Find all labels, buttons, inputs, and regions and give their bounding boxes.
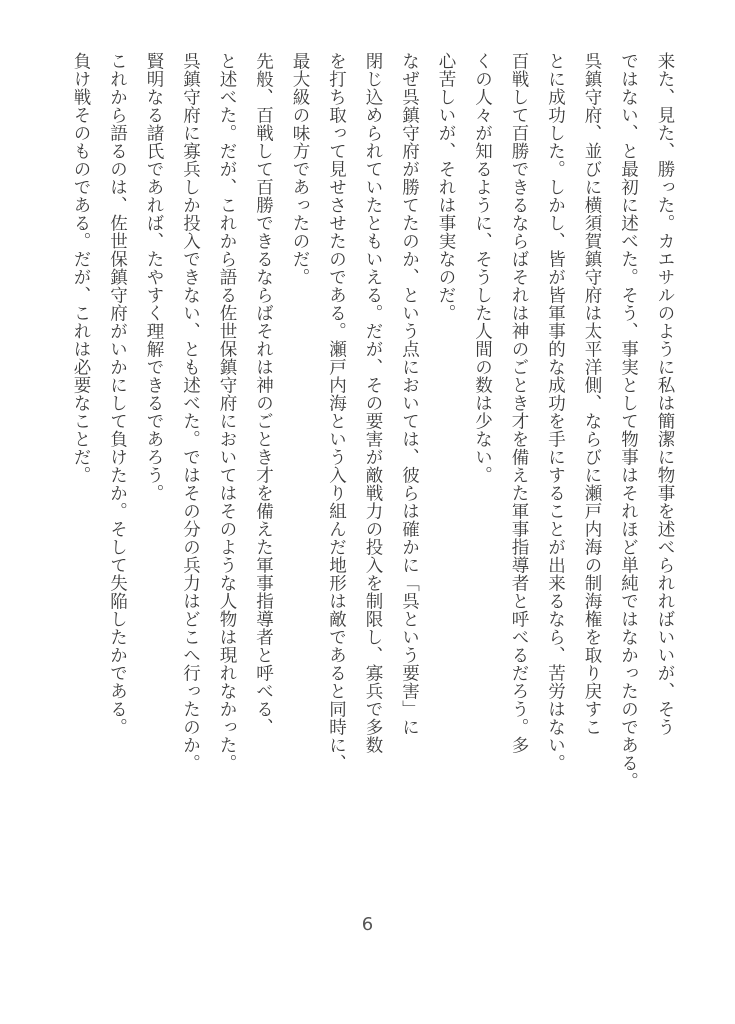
page-number: 6 <box>361 914 374 935</box>
text-line: これから語るのは、佐世保鎮守府がいかにして負けたか。そして失陥したかである。 <box>107 52 128 736</box>
text-line: 心苦しいが、それは事実なのだ。 <box>436 52 456 322</box>
text-line: 呉鎮守府に寡兵しか投入できない、とも述べた。ではその分の兵力はどこへ行ったのか。 <box>180 52 201 772</box>
text-line: なぜ呉鎮守府が勝てたのか、という点においては、彼らは確かに「呉という要害」に <box>399 52 420 736</box>
text-line: 呉鎮守府、並びに横須賀鎮守府は太平洋側、ならびに瀬戸内海の制海権を取り戻すこ <box>582 52 602 736</box>
text-line: 先般、百戦して百勝できるならばそれは神のごとき才を備えた軍事指導者と呼べる、 <box>253 52 274 736</box>
text-line: 閉じ込められていたともいえる。だが、その要害が敵戦力の投入を制限し、寡兵で多数 <box>363 52 383 754</box>
text-line: とに成功した。しかし、皆が皆軍事的な成功を手にすることが出来るなら、苦労はない。 <box>545 52 566 772</box>
text-line: と述べた。だが、これから語る佐世保鎮守府においてはそのような人物は現れなかった。 <box>217 52 237 772</box>
text-line: 来た、見た、勝った。カエサルのように私は簡潔に物事を述べられればいいが、そう <box>655 52 675 736</box>
text-line: 賢明なる諸氏であれば、たやすく理解できるであろう。 <box>144 52 164 502</box>
text-line: 最大級の味方であったのだ。 <box>290 52 310 286</box>
text-line: くの人々が知るように、そうした人間の数は少ない。 <box>472 52 493 484</box>
vertical-text-body <box>63 52 684 852</box>
text-line: 百戦して百勝できるならばそれは神のごとき才を備えた軍事指導者と呼べるだろう。多 <box>509 52 529 754</box>
text-line: 負け戦そのものである。だが、これは必要なことだ。 <box>71 52 91 484</box>
text-line: ではない、と最初に述べた。そう、事実として物事はそれほど単純ではなかったのである。 <box>618 52 639 790</box>
text-line: を打ち取って見せさせたのである。瀬戸内海という入り組んだ地形は敵であると同時に、 <box>326 52 347 772</box>
